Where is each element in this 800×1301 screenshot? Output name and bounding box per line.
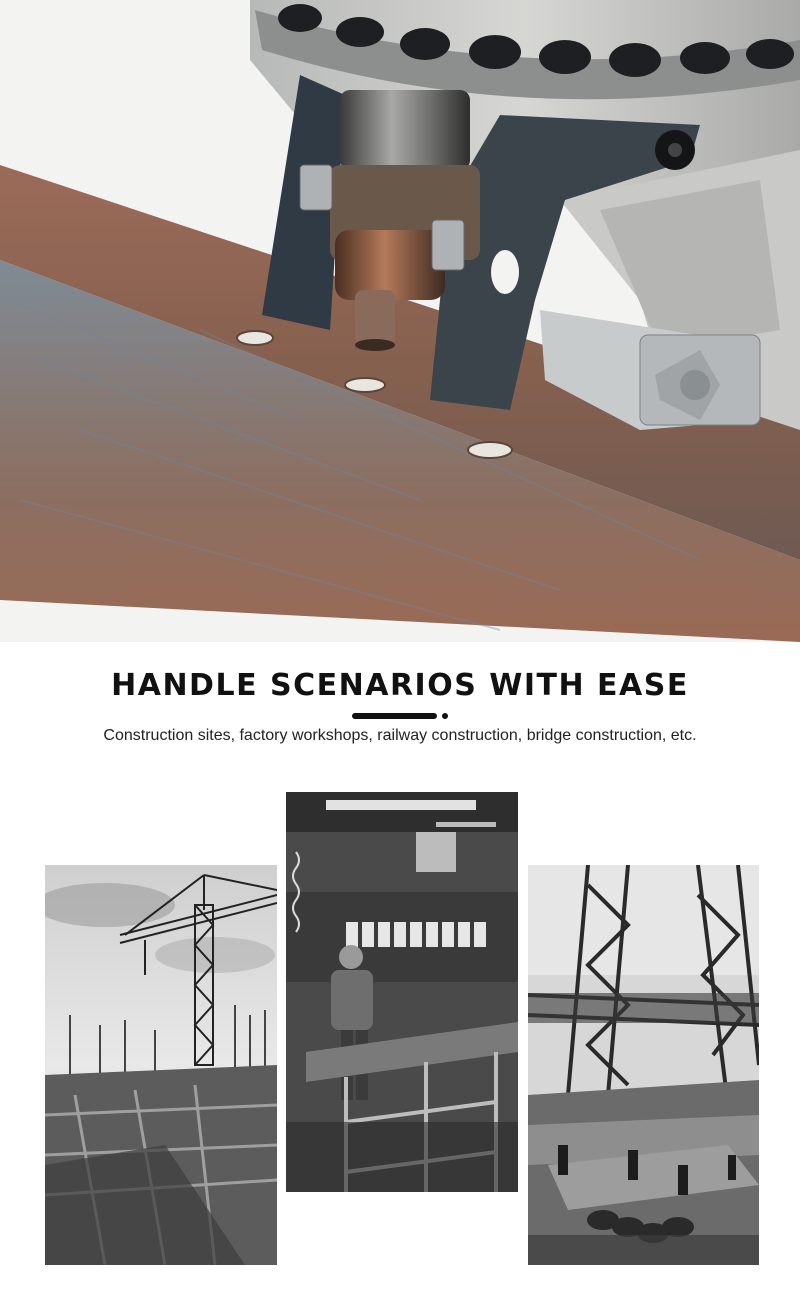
scenario-construction-site-image [45,865,277,1265]
factory-workshop-illustration [286,792,518,1192]
construction-site-illustration [45,865,277,1265]
title-divider [352,713,452,719]
section-title: HANDLE SCENARIOS WITH EASE [111,668,689,703]
section-subtitle: Construction sites, factory workshops, railway construction, bridge construction, etc. [103,727,697,744]
scenario-factory-workshop-image [286,792,518,1192]
divider-dot [442,713,448,719]
bridge-gantry-illustration [528,865,759,1265]
scenario-bridge-construction-image [528,865,759,1265]
hydraulic-punch-illustration [0,0,800,642]
hero-image [0,0,800,642]
divider-bar [352,713,437,719]
